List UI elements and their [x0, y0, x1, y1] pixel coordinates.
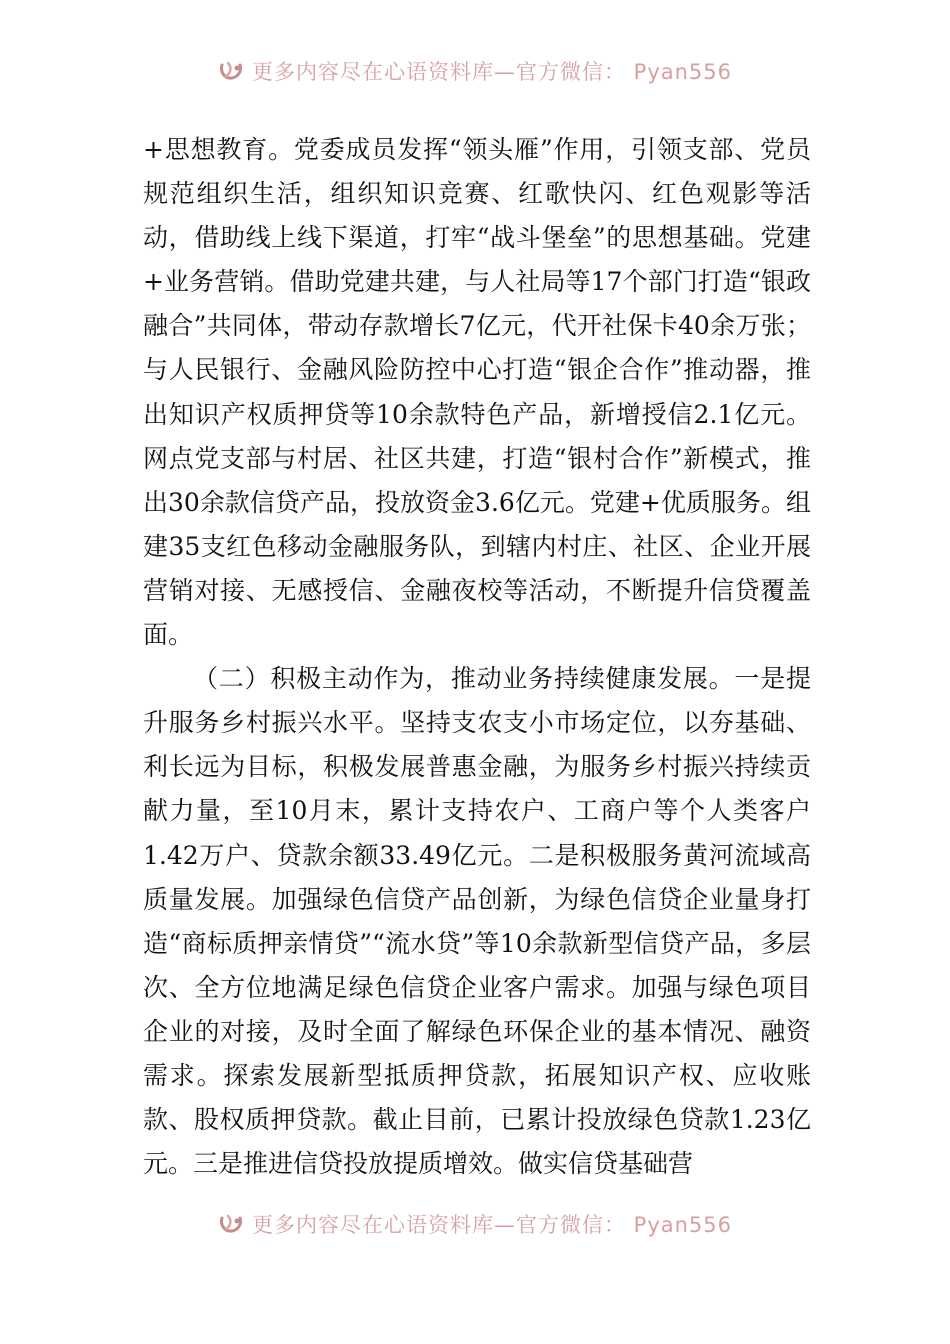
header-watermark [0, 56, 950, 86]
watermark-text: 更多内容尽在心语资料库—官方微信： Pyan556 [251, 60, 733, 84]
logo-icon [218, 59, 246, 83]
footer-watermark [0, 1209, 950, 1239]
paragraph: （二）积极主动作为，推动业务持续健康发展。一是提升服务乡村振兴水平。坚持支农支小市场定位，以夯基础、利长远为目标，积极发展普惠金融，为服务乡村振兴持续贡献力量，至10月末，累计支持农户、工商户等个人类客户1.42万户、贷款余额33.49亿元。二是积极服务黄河流域高质量发展。加强绿色信贷产品创新，为绿色信贷企业量身打造“商标质押亲情贷”“流水贷”等10余款新型信贷产品，多层次、全方位地满足绿色信贷企业客户需求。加强与绿色项目企业的对接，及时全面了解绿色环保企业的基本情况、融资需求。探索发展新型抵质押贷款，拓展知识产权、应收账款、股权质押贷款。截止目前，已累计投放绿色贷款1.23亿元。三是推进信贷投放提质增效。做实信贷基础营 [143, 664, 811, 1179]
watermark-text: 更多内容尽在心语资料库—官方微信： Pyan556 [251, 1213, 733, 1237]
logo-icon [218, 1212, 246, 1236]
document-body [143, 128, 811, 1186]
paragraph: +思想教育。党委成员发挥“领头雁”作用，引领支部、党员规范组织生活，组织知识竞赛、红歌快闪、红色观影等活动，借助线上线下渠道，打牢“战斗堡垒”的思想基础。党建+业务营销。借助党建共建，与人社局等17个部门打造“银政融合”共同体，带动存款增长7亿元，代开社保卡40余万张；与人民银行、金融风险防控中心打造“银企合作”推动器，推出知识产权质押贷等10余款特色产品，新增授信2.1亿元。网点党支部与村居、社区共建，打造“银村合作”新模式，推出30余款信贷产品，投放资金3.6亿元。党建+优质服务。组建35支红色移动金融服务队，到辖内村庄、社区、企业开展营销对接、无感授信、金融夜校等活动，不断提升信贷覆盖面。 [143, 135, 811, 650]
